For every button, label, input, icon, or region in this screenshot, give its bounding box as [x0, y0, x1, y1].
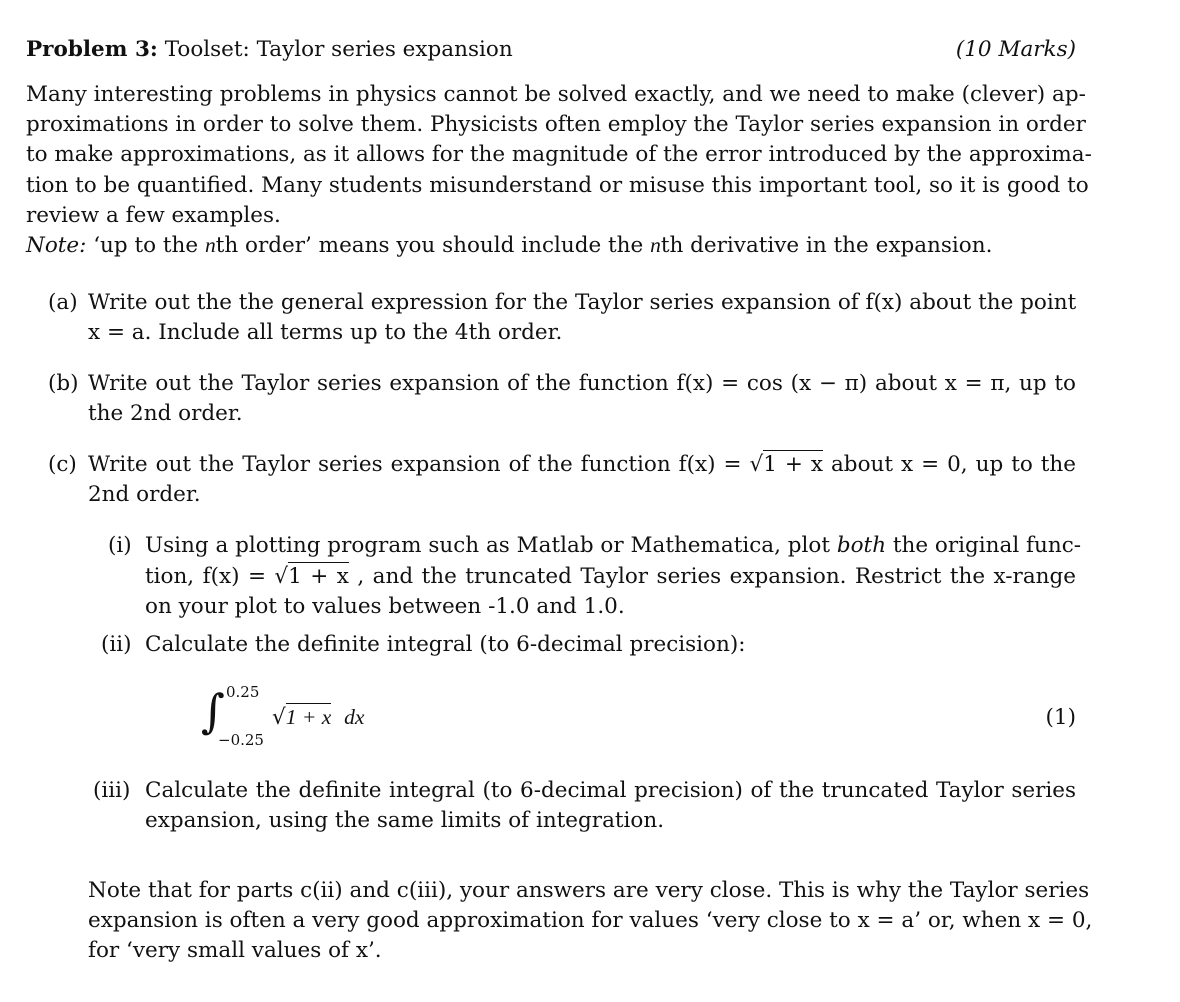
intro-line-3: to make approximations, as it allows for the magnitude of the error introduced by the approxima- [26, 142, 1092, 167]
intro-line-5: review a few examples. [26, 203, 281, 228]
sqrt-radicand: 1 + x [288, 564, 349, 589]
equation-number: (1) [1045, 705, 1076, 730]
problem-topic: Toolset: Taylor series expansion [164, 37, 513, 62]
sub-i-line-3: on your plot to values between -1.0 and 1.0. [145, 594, 625, 619]
part-c-label: (c) [48, 452, 77, 477]
sub-ii-label: (ii) [101, 632, 132, 657]
sub-ii-text: Calculate the definite integral (to 6-decimal precision): [145, 632, 746, 657]
integral-equation [26, 680, 1076, 750]
integral-sign: ∫ [201, 684, 225, 738]
closing-line-2: expansion is often a very good approximation for values ‘very close to x = a’ or, when x = 0, [88, 908, 1093, 933]
part-c-line-1: Write out the Taylor series expansion of the function f(x) = √1 + x about x = 0, up to the [88, 452, 1076, 477]
order-note: Note: ‘up to the nth order’ means you should include the nth derivative in the expansion. [26, 233, 993, 258]
part-a-line-2: x = a. Include all terms up to the 4th order. [88, 320, 563, 345]
intro-line-2: proximations in order to solve them. Physicists often employ the Taylor series expansion in order [26, 112, 1086, 137]
sqrt-radicand: 1 + x [763, 452, 823, 477]
intro-line-1: Many interesting problems in physics cannot be solved exactly, and we need to make (clever) ap- [26, 82, 1086, 107]
closing-line-1: Note that for parts c(ii) and c(iii), your answers are very close. This is why the Taylor series [88, 878, 1090, 903]
part-a-line-1: Write out the the general expression for the Taylor series expansion of f(x) about the point [88, 290, 1077, 315]
sub-i-line-1: Using a plotting program such as Matlab or Mathematica, plot both the original func- [145, 533, 1081, 558]
part-c-line-2: 2nd order. [88, 482, 201, 507]
note-label: Note: [26, 233, 87, 258]
closing-line-3: for ‘very small values of x’. [88, 938, 382, 963]
lower-limit: −0.25 [218, 731, 264, 749]
sub-iii-line-2: expansion, using the same limits of integration. [145, 808, 665, 833]
part-b-line-2: the 2nd order. [88, 401, 243, 426]
sub-i-line-2: tion, f(x) = √1 + x , and the truncated Taylor series expansion. Restrict the x-range [145, 564, 1076, 589]
part-a-label: (a) [48, 290, 78, 315]
upper-limit: 0.25 [226, 683, 260, 701]
sub-iii-line-1: Calculate the definite integral (to 6-decimal precision) of the truncated Taylor series [145, 778, 1076, 803]
problem-marks: (10 Marks) [955, 37, 1076, 62]
problem-number: Problem 3: [26, 37, 158, 62]
part-b-line-1: Write out the Taylor series expansion of the function f(x) = cos (x − π) about x = π, up to [88, 371, 1076, 396]
part-b-label: (b) [48, 371, 79, 396]
problem-header [26, 39, 1076, 61]
integrand: √1 + x dx [272, 705, 365, 730]
sub-iii-label: (iii) [93, 778, 131, 803]
intro-line-4: tion to be quantified. Many students misunderstand or misuse this important tool, so it is good to [26, 173, 1089, 198]
sub-i-label: (i) [108, 533, 132, 558]
